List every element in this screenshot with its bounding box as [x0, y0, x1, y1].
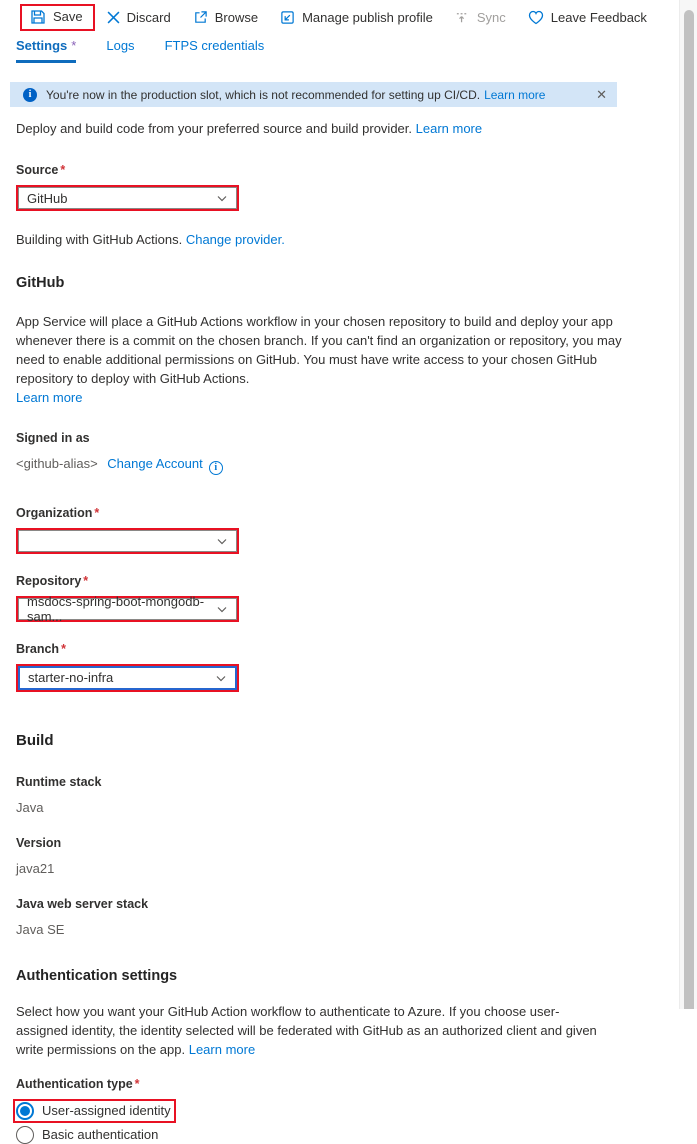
discard-button[interactable]	[107, 10, 171, 25]
repository-label	[16, 574, 681, 588]
tab-ftps-label: FTPS credentials	[164, 38, 265, 53]
discard-label: Discard	[126, 9, 171, 25]
github-alias: <github-alias>	[16, 456, 98, 471]
version-label: Version	[16, 835, 62, 850]
repository-dropdown-value: msdocs-spring-boot-mongodb-sam...	[27, 593, 205, 624]
tab-logs-label: Logs	[106, 38, 135, 53]
radio-basic-authentication[interactable]	[16, 1126, 681, 1144]
java-web-server-stack-label: Java web server stack	[16, 896, 149, 911]
leave-feedback-label: Leave Feedback	[550, 9, 647, 25]
required-asterisk: *	[60, 163, 66, 177]
tab-ftps-credentials[interactable]	[165, 34, 265, 63]
selected-option-highlight-box	[13, 1099, 176, 1123]
browse-external-link-icon	[193, 10, 208, 25]
auth-learn-more-link[interactable]: Learn more	[188, 1041, 256, 1057]
production-slot-info-banner	[10, 82, 617, 107]
browse-label: Browse	[214, 9, 259, 25]
provider-note	[16, 232, 681, 247]
authentication-type-label-text: Authentication type	[16, 1076, 133, 1091]
save-icon	[30, 9, 46, 25]
source-dropdown[interactable]	[18, 187, 237, 209]
organization-label	[16, 506, 681, 520]
source-label	[16, 163, 681, 177]
change-account-info-icon[interactable]: i	[209, 461, 223, 475]
chevron-down-icon	[216, 603, 228, 615]
provider-note-text: Building with GitHub Actions.	[16, 232, 183, 247]
deployment-center-settings-pane	[0, 121, 697, 1144]
banner-learn-more-link[interactable]: Learn more	[484, 87, 546, 102]
github-section-heading: GitHub	[16, 275, 65, 291]
branch-dropdown-value: starter-no-infra	[28, 670, 114, 685]
sync-label: Sync	[476, 9, 506, 25]
repository-highlight-box	[16, 593, 239, 624]
signed-in-as-label: Signed in as	[16, 431, 90, 445]
sync-button[interactable]	[455, 10, 506, 25]
required-asterisk: *	[134, 1076, 140, 1091]
manage-publish-profile-label: Manage publish profile	[302, 9, 433, 25]
branch-dropdown[interactable]	[18, 666, 237, 690]
save-button[interactable]	[30, 9, 83, 25]
github-learn-more-link[interactable]: Learn more	[16, 390, 83, 405]
intro-learn-more-link[interactable]: Learn more	[415, 121, 483, 136]
tab-settings[interactable]	[16, 34, 76, 63]
build-section-heading: Build	[16, 731, 54, 749]
source-highlight-box	[16, 185, 239, 211]
auth-description-text: Select how you want your GitHub Action workflow to authenticate to Azure. If you choose user-assigned identity, the identity selected will be federated with GitHub as an authorized client and given write permissions on the app.	[16, 1003, 597, 1057]
save-highlight-box	[20, 4, 95, 31]
github-section-description: App Service will place a GitHub Actions workflow in your chosen repository to build and deploy your app whenever there is a commit on the chosen branch. If you can't find an organization or repository, you may need to enable additional permissions on GitHub. You must have write access to your chosen GitHub repository to deploy with GitHub Actions.	[16, 314, 622, 386]
source-label-text: Source	[16, 163, 59, 177]
runtime-stack-label: Runtime stack	[16, 774, 102, 789]
browse-button[interactable]	[193, 10, 258, 25]
source-dropdown-value: GitHub	[27, 190, 68, 206]
chevron-down-icon	[216, 192, 228, 204]
vertical-scrollbar[interactable]	[679, 0, 697, 1009]
unsaved-changes-marker: *	[71, 38, 77, 53]
runtime-stack-value: Java	[16, 799, 44, 815]
authentication-type-label	[16, 1077, 681, 1091]
auth-settings-heading: Authentication settings	[16, 967, 178, 984]
tab-bar	[0, 34, 697, 63]
branch-highlight-box	[16, 664, 239, 692]
radio-user-assigned-identity-label: User-assigned identity	[42, 1103, 171, 1118]
radio-basic-authentication-label: Basic authentication	[42, 1127, 159, 1142]
discard-x-icon	[107, 11, 120, 24]
change-account-link[interactable]: Change Account	[107, 456, 203, 471]
required-asterisk: *	[83, 573, 89, 588]
repository-label-text: Repository	[16, 573, 82, 588]
authentication-type-options	[16, 1099, 681, 1144]
intro-text-body: Deploy and build code from your preferred source and build provider.	[16, 121, 413, 136]
radio-unselected-icon	[16, 1126, 34, 1144]
signed-in-account-row	[16, 456, 681, 475]
banner-message: You're now in the production slot, which is not recommended for setting up CI/CD.	[46, 87, 481, 102]
scrollbar-thumb[interactable]	[684, 10, 694, 1009]
radio-user-assigned-identity[interactable]	[16, 1102, 171, 1120]
branch-label-text: Branch	[16, 641, 60, 656]
organization-dropdown[interactable]	[18, 530, 237, 552]
heart-icon	[528, 10, 544, 25]
required-asterisk: *	[94, 505, 100, 520]
required-asterisk: *	[61, 641, 66, 656]
repository-dropdown[interactable]	[18, 593, 237, 624]
save-label: Save	[53, 9, 83, 24]
java-web-server-stack-value: Java SE	[16, 921, 65, 937]
tab-logs[interactable]	[106, 34, 134, 63]
sync-icon	[455, 10, 470, 25]
publish-profile-icon	[280, 10, 295, 25]
leave-feedback-button[interactable]	[528, 10, 647, 25]
banner-close-icon[interactable]: ✕	[596, 87, 607, 102]
auth-settings-description	[16, 1002, 608, 1059]
command-bar	[0, 0, 697, 33]
intro-text	[16, 121, 681, 136]
branch-label	[16, 642, 681, 656]
radio-selected-icon	[16, 1102, 34, 1120]
organization-label-text: Organization	[16, 505, 93, 520]
version-value: java21	[16, 860, 55, 876]
chevron-down-icon	[216, 535, 228, 547]
info-icon: i	[23, 88, 37, 102]
change-provider-link[interactable]: Change provider.	[185, 232, 285, 247]
tab-settings-label: Settings	[16, 38, 68, 53]
chevron-down-icon	[215, 672, 227, 684]
manage-publish-profile-button[interactable]	[280, 10, 433, 25]
organization-highlight-box	[16, 528, 239, 554]
